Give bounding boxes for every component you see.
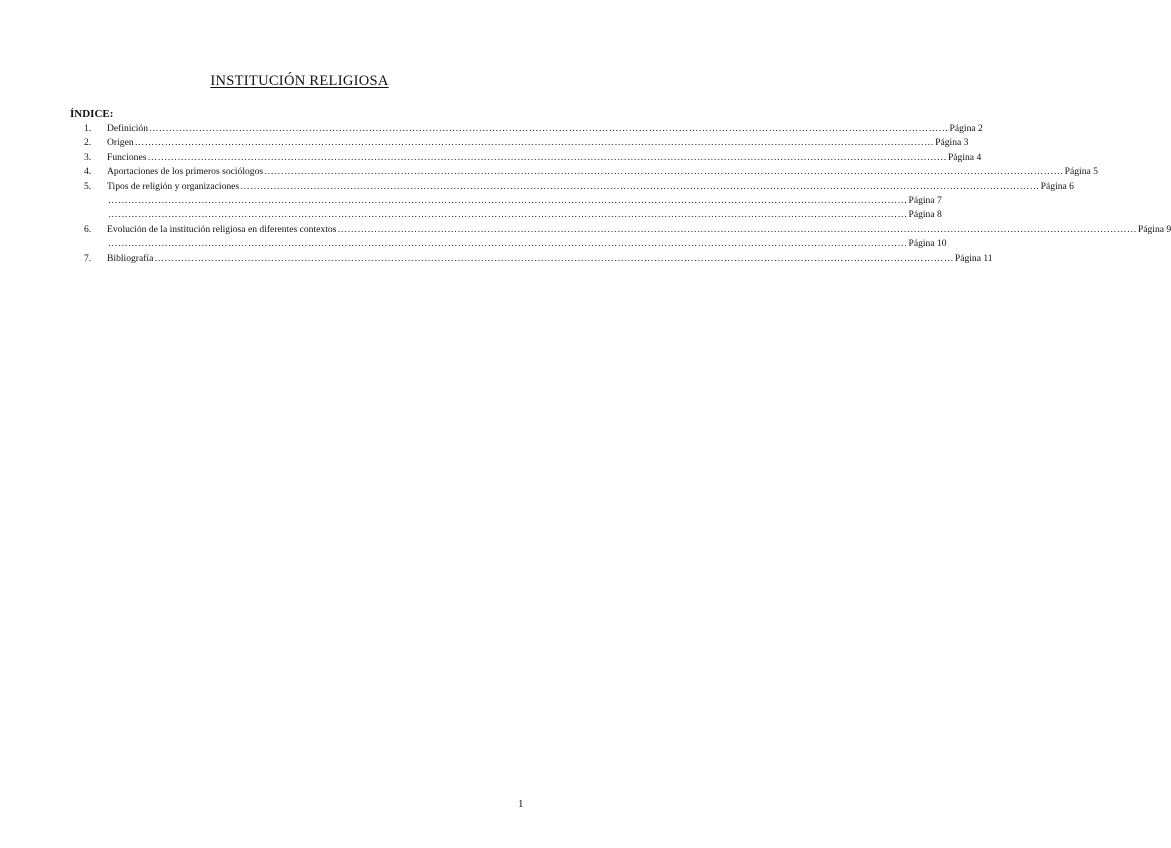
toc-entry-page: Página 2	[949, 123, 983, 134]
toc-entry-label: Funciones	[107, 151, 147, 163]
toc-dot-leader: ……………………………………………………………………………………………………………………………………………………………………………………………………………………	[108, 209, 908, 221]
toc-entry-number: 6.	[84, 223, 92, 235]
toc-entry-origen[interactable]	[84, 136, 969, 150]
toc-entry-label: Definición	[107, 123, 149, 134]
toc-entry-number: 4.	[84, 166, 92, 178]
toc-entry-number: 7.	[84, 252, 92, 264]
toc-entry-label: Evolución de la institución religiosa en diferentes contextos	[107, 223, 337, 235]
toc-entry-page: Página 8	[908, 209, 942, 221]
toc-entry-definicion[interactable]	[84, 122, 983, 136]
toc-entry-number: 3.	[84, 151, 92, 163]
toc-entry-number: 2.	[84, 137, 92, 149]
document-title: INSTITUCIÓN RELIGIOSA	[210, 73, 389, 89]
toc-entry-label: Aportaciones de los primeros sociólogos	[107, 166, 264, 178]
toc-entry-aportaciones[interactable]	[84, 165, 1098, 179]
toc-entry-page: Página 6	[1040, 180, 1074, 192]
toc-entry-page: Página 9	[1137, 223, 1171, 235]
index-heading: ÍNDICE:	[70, 108, 114, 120]
toc-dot-leader: ……………………………………………………………………………………………………………………………………………………………………………………………………………………	[147, 151, 947, 163]
toc-entry-page: Página 11	[954, 252, 993, 264]
toc-continuation-row[interactable]	[84, 194, 942, 208]
toc-entry-label: Origen	[107, 137, 134, 149]
toc-entry-page: Página 7	[908, 194, 942, 206]
toc-entry-bibliografia[interactable]	[84, 252, 993, 266]
toc-entry-label: Bibliografía	[107, 252, 154, 264]
toc-dot-leader: ……………………………………………………………………………………………………………………………………………………………………………………………………………………	[337, 223, 1137, 235]
toc-continuation-row[interactable]	[84, 237, 947, 251]
toc-dot-leader: ……………………………………………………………………………………………………………………………………………………………………………………………………………………	[154, 252, 954, 264]
page-number: 1	[518, 798, 524, 810]
toc-entry-evolucion[interactable]	[84, 223, 1171, 237]
toc-dot-leader: ……………………………………………………………………………………………………………………………………………………………………………………………………………………	[108, 238, 908, 250]
toc-entry-page: Página 3	[935, 137, 969, 149]
toc-entry-label: Tipos de religión y organizaciones	[107, 180, 240, 192]
toc-continuation-row[interactable]	[84, 208, 942, 222]
toc-dot-leader: ……………………………………………………………………………………………………………………………………………………………………………………………………………………	[240, 180, 1040, 192]
toc-entry-page: Página 4	[947, 151, 982, 163]
toc-dot-leader: ……………………………………………………………………………………………………………………………………………………………………………………………………………………	[264, 166, 1064, 178]
toc-entry-page: Página 5	[1064, 166, 1098, 178]
table-of-contents	[84, 122, 1171, 266]
toc-entry-tipos-religion[interactable]	[84, 180, 1074, 194]
toc-entry-number: 5.	[84, 180, 92, 192]
toc-dot-leader: ……………………………………………………………………………………………………………………………………………………………………………………………………………………	[149, 123, 949, 134]
toc-dot-leader: ……………………………………………………………………………………………………………………………………………………………………………………………………………………	[134, 137, 935, 149]
toc-entry-number: 1.	[84, 123, 92, 134]
toc-entry-page: Página 10	[908, 238, 947, 250]
toc-dot-leader: ……………………………………………………………………………………………………………………………………………………………………………………………………………………	[108, 194, 908, 206]
toc-entry-funciones[interactable]	[84, 151, 982, 165]
